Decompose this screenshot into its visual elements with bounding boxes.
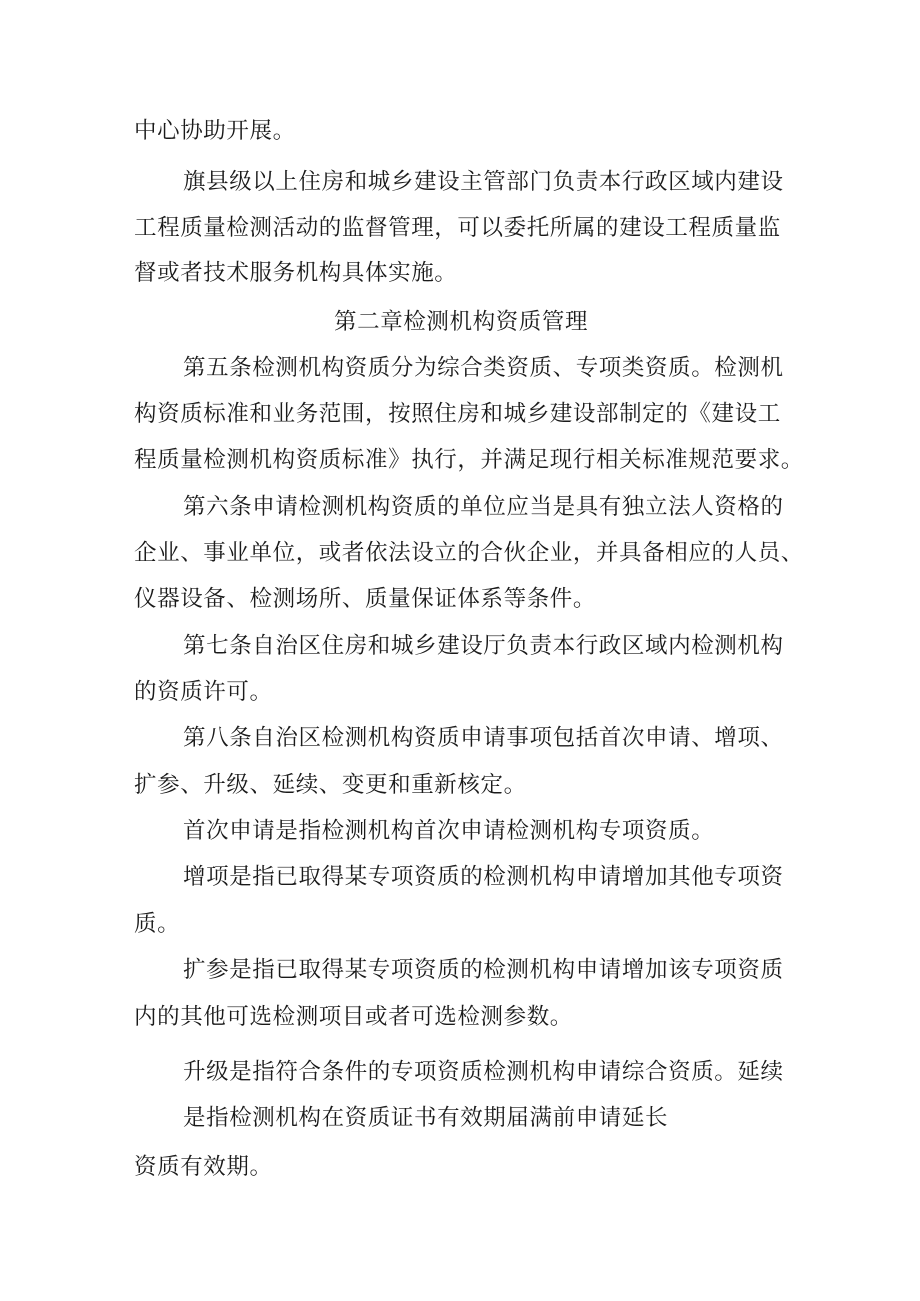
- text-line: 构资质标准和业务范围，按照住房和城乡建设部制定的《建设工: [134, 401, 781, 427]
- text-line: 仪器设备、检测场所、质量保证体系等条件。: [134, 586, 597, 612]
- paragraph-line: 扩参是指已取得某专项资质的检测机构申请增加该专项资质: [183, 957, 784, 983]
- text-line: 督或者技术服务机构具体实施。: [134, 260, 458, 286]
- paragraph-line: 第七条自治区住房和城乡建设厅负责本行政区域内检测机构: [183, 633, 784, 659]
- text-line: 是指检测机构在资质证书有效期届满前申请延长: [183, 1105, 669, 1131]
- text-line: 扩参、升级、延续、变更和重新核定。: [134, 772, 527, 798]
- paragraph-line: 升级是指符合条件的专项资质检测机构申请综合资质。延续: [183, 1059, 784, 1085]
- text-line: 工程质量检测活动的监督管理，可以委托所属的建设工程质量监: [134, 215, 781, 241]
- text-line: 资质有效期。: [134, 1154, 273, 1180]
- paragraph-line: 首次申请是指检测机构首次申请检测机构专项资质。: [183, 818, 715, 844]
- paragraph-line: 旗县级以上住房和城乡建设主管部门负责本行政区域内建设: [183, 169, 784, 195]
- chapter-heading: 第二章检测机构资质管理: [334, 309, 589, 335]
- paragraph-line: 第六条申请检测机构资质的单位应当是具有独立法人资格的: [183, 494, 784, 520]
- text-line: 质。: [134, 911, 181, 937]
- text-line: 内的其他可选检测项目或者可选检测参数。: [134, 1004, 573, 1030]
- paragraph-line: 第八条自治区检测机构资质申请事项包括首次申请、增项、: [183, 725, 784, 751]
- text-line: 企业、事业单位，或者依法设立的合伙企业，并具备相应的人员、: [134, 540, 804, 566]
- text-line: 程质量检测机构资质标准》执行，并满足现行相关标准规范要求。: [134, 447, 804, 473]
- paragraph-line: 第五条检测机构资质分为综合类资质、专项类资质。检测机: [183, 355, 784, 381]
- text-line: 的资质许可。: [134, 679, 273, 705]
- paragraph-line: 增项是指已取得某专项资质的检测机构申请增加其他专项资: [183, 864, 784, 890]
- text-line: 中心协助开展。: [134, 118, 296, 144]
